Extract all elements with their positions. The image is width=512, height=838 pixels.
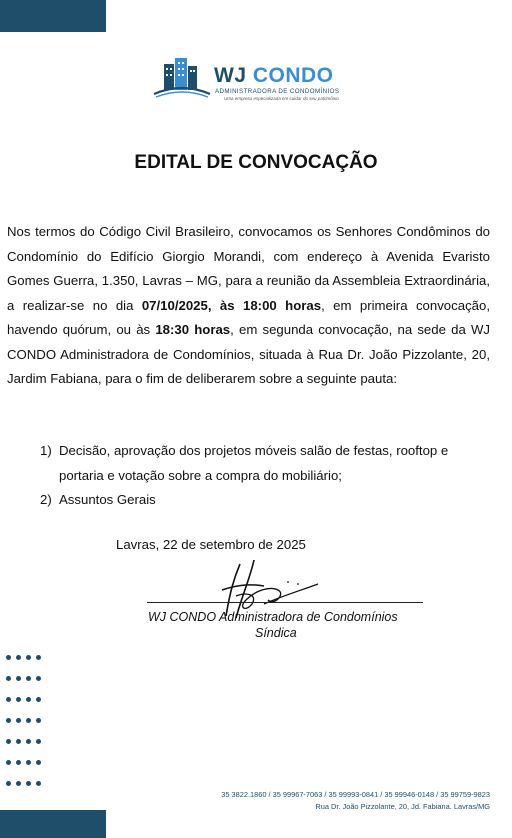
paragraph-part3: , em segunda convocação, na sede da WJ CONDO Administradora de Condomínios, situada à Rua Dr. João Pizzolante, 20, Jardim Fabiana, para o fim de deliberarem sobre a seguinte pauta: [7, 322, 491, 386]
paragraph-part2: , em primeira convocação, havendo quórum, ou às [7, 297, 490, 337]
corner-decoration-top [0, 0, 106, 32]
footer-address: Rua Dr. João Pizzolante, 20, Jd. Fabiana. Lavras/MG [315, 801, 490, 811]
agenda-item [40, 488, 492, 513]
agenda-item-number: 2) [40, 492, 52, 507]
logo-name [214, 64, 334, 88]
second-call-time: 18:30 horas [155, 322, 231, 337]
logo-tagline: Uma empresa especializada em cuidar do seu patrimônio [224, 96, 339, 101]
logo-name-condo: CONDO [252, 64, 334, 87]
paragraph-part1: Nos termos do Código Civil Brasileiro, convocamos os Senhores Condôminos do Condomínio do Edifício Giorgio Morandi, com endereço à Avenida Evaristo Gomes Guerra, 1.350, Lavras – MG, para a reunião da Assembleia Extraordinária, a realizar-se no dia [7, 224, 490, 313]
agenda-item-text: Assuntos Gerais [59, 492, 156, 507]
agenda-item-number: 1) [40, 443, 52, 458]
building-logo-icon [152, 54, 212, 100]
place-date: Lavras, 22 de setembro de 2025 [116, 537, 306, 552]
footer-contact [221, 789, 490, 812]
dot-pattern-decoration [6, 655, 46, 802]
agenda-list [40, 439, 492, 513]
logo-subtitle: ADMINISTRADORA DE CONDOMÍNIOS [215, 88, 340, 95]
footer-phones: 35 3822.1860 / 35 99967-7063 / 35 99993-0841 / 35 99946-0148 / 35 99759-9823 [221, 790, 490, 799]
signer-name: WJ CONDO Administradora de Condomínios [148, 610, 398, 624]
agenda-item [40, 439, 492, 488]
document-title: EDITAL DE CONVOCAÇÃO [134, 152, 378, 173]
convocation-paragraph [7, 220, 490, 392]
first-call-datetime: 07/10/2025, às 18:00 horas [141, 297, 322, 313]
signer-role: Síndica [255, 626, 297, 640]
agenda-item-text: Decisão, aprovação dos projetos móveis salão de festas, rooftop e portaria e votação sobre a compra do mobiliário; [59, 443, 449, 483]
corner-decoration-bottom [0, 810, 106, 838]
signature-line [147, 602, 423, 603]
company-logo [152, 52, 352, 104]
logo-name-wj: WJ [214, 64, 247, 87]
